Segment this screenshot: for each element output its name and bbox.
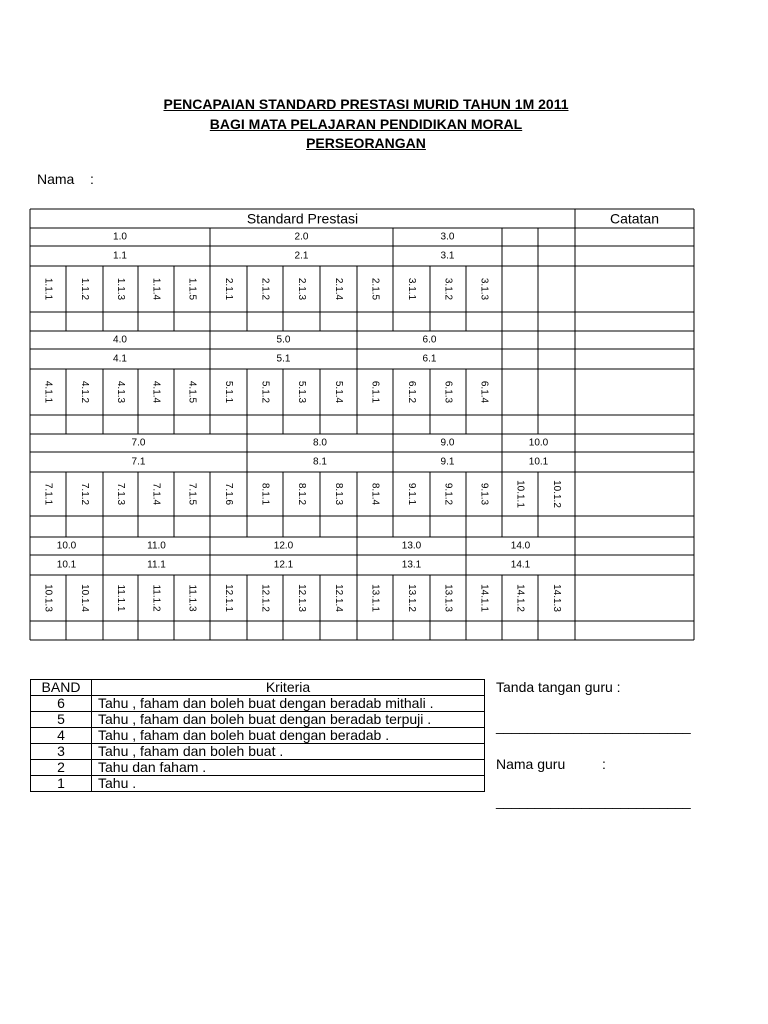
standard-column-label: 4.1.4	[150, 380, 162, 404]
group-label-sub: 3.1	[440, 250, 455, 262]
standard-column-label: 13.1.2	[406, 584, 417, 612]
standard-column-label: 10.1.3	[42, 584, 54, 612]
standard-column-label: 9.1.2	[442, 482, 454, 506]
kriteria-value: Tahu , faham dan boleh buat dengan beradab .	[92, 728, 485, 744]
kriteria-value: Tahu , faham dan boleh buat .	[92, 744, 485, 760]
group-label-top: 5.0	[276, 334, 291, 346]
standard-column-label: 2.1.4	[333, 277, 344, 301]
group-label-top: 12.0	[273, 540, 294, 552]
standard-column-label: 14.1.3	[551, 584, 562, 612]
standard-prestasi-header: Standard Prestasi	[246, 210, 359, 227]
group-label-sub: 5.1	[276, 353, 291, 365]
standard-column-label: 8.1.3	[333, 482, 344, 506]
title-line-2: BAGI MATA PELAJARAN PENDIDIKAN MORAL	[209, 116, 523, 132]
standard-column-label: 9.1.3	[478, 482, 490, 506]
standard-column-label: 4.1.2	[79, 380, 90, 404]
standard-column-label: 11.1.3	[186, 584, 198, 612]
standard-column-label: 6.1.3	[442, 380, 454, 404]
nama-guru-line: _________________________	[496, 793, 691, 809]
band-row	[31, 776, 485, 792]
nama-colon: :	[90, 171, 94, 187]
standard-column-label: 1.1.5	[186, 277, 198, 301]
standard-column-label: 7.1.3	[115, 482, 126, 506]
group-label-sub: 1.1	[113, 250, 127, 262]
group-label-top: 10.0	[56, 540, 77, 552]
standard-column-label: 5.1.1	[223, 380, 234, 404]
group-label-top: 11.0	[147, 540, 166, 552]
standard-column-label: 4.1.3	[115, 380, 126, 404]
group-label-top: 9.0	[440, 437, 455, 449]
standard-column-label: 6.1.4	[478, 380, 490, 404]
standard-column-label: 14.1.2	[514, 584, 526, 612]
group-label-sub: 10.1	[528, 456, 549, 468]
standard-column-label: 4.1.5	[186, 380, 198, 404]
nama-guru-label: Nama guru	[496, 756, 566, 772]
standard-column-label: 7.1.1	[42, 482, 54, 506]
group-label-sub: 14.1	[510, 559, 531, 571]
band-value: 3	[31, 744, 92, 760]
standard-column-label: 7.1.5	[186, 482, 198, 506]
standard-column-label: 2.1.1	[223, 277, 234, 301]
standard-column-label: 10.1.2	[551, 480, 562, 508]
group-label-sub: 7.1	[131, 456, 146, 468]
standard-column-label: 6.1.1	[369, 380, 381, 404]
group-label-top: 1.0	[113, 231, 127, 243]
band-row	[31, 760, 485, 776]
group-label-sub: 4.1	[113, 353, 127, 365]
group-label-sub: 9.1	[440, 456, 455, 468]
group-label-top: 13.0	[401, 540, 422, 552]
kriteria-header: Kriteria	[92, 680, 485, 696]
standard-column-label: 2.1.5	[369, 277, 381, 301]
band-row	[31, 712, 485, 728]
signature-line: _________________________	[496, 718, 691, 734]
tanda-tangan-label: Tanda tangan guru :	[496, 679, 621, 695]
standard-column-label: 12.1.2	[259, 584, 271, 612]
band-row	[31, 728, 485, 744]
standard-column-label: 3.1.1	[406, 277, 417, 301]
standard-column-label: 5.1.3	[296, 380, 307, 404]
group-label-sub: 13.1	[401, 559, 422, 571]
standard-column-label: 7.1.4	[150, 482, 162, 506]
standard-column-label: 2.1.2	[259, 277, 271, 301]
group-label-top: 14.0	[510, 540, 531, 552]
group-label-sub: 12.1	[273, 559, 294, 571]
group-label-top: 2.0	[294, 231, 309, 243]
standard-column-label: 11.1.2	[150, 584, 162, 612]
standard-column-label: 8.1.1	[259, 482, 271, 506]
standard-column-label: 1.1.4	[150, 277, 162, 301]
catatan-header: Catatan	[609, 210, 660, 227]
band-header: BAND	[31, 680, 92, 696]
standard-column-label: 12.1.3	[296, 584, 307, 612]
standard-column-label: 7.1.2	[79, 482, 90, 506]
standard-column-label: 6.1.2	[406, 380, 417, 404]
group-label-sub: 11.1	[147, 559, 166, 571]
standard-column-label: 5.1.2	[259, 380, 271, 404]
group-label-sub: 8.1	[313, 456, 327, 468]
standard-column-label: 9.1.1	[406, 482, 417, 506]
standard-column-label: 3.1.3	[478, 277, 490, 301]
standard-column-label: 8.1.2	[296, 482, 307, 506]
band-header-row	[31, 680, 485, 696]
standard-column-label: 8.1.4	[369, 482, 381, 506]
nama-guru-colon: :	[602, 756, 606, 772]
standard-column-label: 12.1.4	[333, 584, 344, 612]
standard-column-label: 5.1.4	[333, 380, 344, 404]
standard-column-label: 3.1.2	[442, 277, 454, 301]
group-label-top: 10.0	[528, 437, 549, 449]
standard-column-label: 13.1.1	[369, 584, 381, 612]
standard-column-label: 1.1.1	[42, 277, 54, 301]
standard-column-label: 14.1.1	[478, 584, 490, 612]
standard-column-label: 1.1.3	[115, 277, 126, 301]
band-value: 6	[31, 696, 92, 712]
band-value: 5	[31, 712, 92, 728]
title-line-1: PENCAPAIAN STANDARD PRESTASI MURID TAHUN 1M 2011	[163, 96, 569, 112]
standard-column-label: 12.1.1	[223, 584, 234, 612]
group-label-sub: 10.1	[56, 559, 77, 571]
group-label-top: 6.0	[422, 334, 437, 346]
band-value: 4	[31, 728, 92, 744]
band-value: 1	[31, 776, 92, 792]
group-label-top: 4.0	[113, 334, 127, 346]
standard-column-label: 11.1.1	[115, 584, 126, 612]
band-row	[31, 744, 485, 760]
band-row	[31, 696, 485, 712]
standard-column-label: 2.1.3	[296, 277, 307, 301]
nama-label: Nama	[37, 171, 75, 187]
standard-column-label: 7.1.6	[223, 482, 234, 506]
standard-column-label: 1.1.2	[79, 277, 90, 301]
band-table	[30, 679, 485, 792]
group-label-top: 7.0	[131, 437, 146, 449]
group-label-top: 3.0	[440, 231, 455, 243]
standard-column-label: 10.1.4	[79, 584, 90, 612]
group-label-top: 8.0	[313, 437, 327, 449]
standard-column-label: 10.1.1	[514, 480, 526, 508]
kriteria-value: Tahu dan faham .	[92, 760, 485, 776]
band-value: 2	[31, 760, 92, 776]
title-line-3: PERSEORANGAN	[306, 135, 426, 151]
kriteria-value: Tahu , faham dan boleh buat dengan beradab terpuji .	[92, 712, 485, 728]
kriteria-value: Tahu .	[92, 776, 485, 792]
standard-column-label: 4.1.1	[42, 380, 54, 404]
kriteria-value: Tahu , faham dan boleh buat dengan beradab mithali .	[92, 696, 485, 712]
group-label-sub: 2.1	[294, 250, 309, 262]
group-label-sub: 6.1	[422, 353, 437, 365]
standard-column-label: 13.1.3	[442, 584, 454, 612]
